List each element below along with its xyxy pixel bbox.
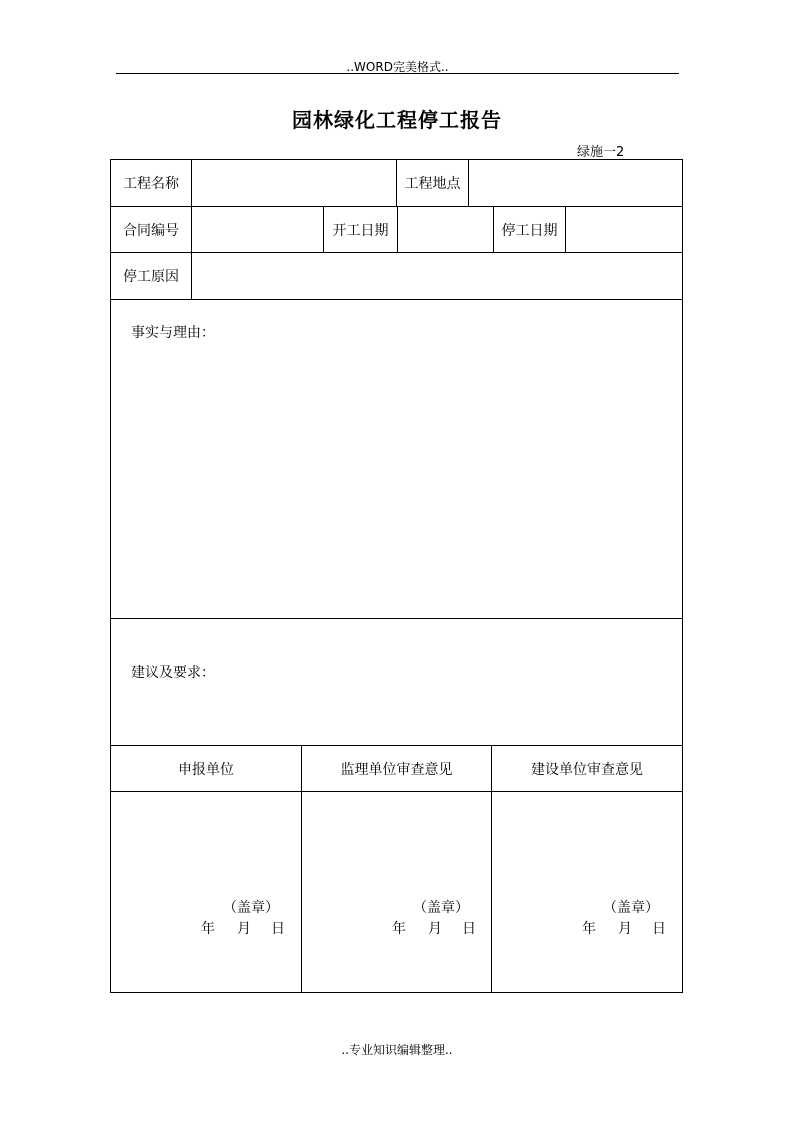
date-day: 日 <box>462 921 476 937</box>
date-month: 月 <box>618 921 632 937</box>
page-header: ..WORD完美格式.. <box>346 60 449 74</box>
stamp-label: （盖章） <box>603 900 659 916</box>
label-start-date: 开工日期 <box>332 222 389 239</box>
field-contract-no[interactable] <box>192 207 323 252</box>
field-start-date[interactable] <box>398 207 493 252</box>
header-rule <box>116 73 679 74</box>
facts-label: 事实与理由： <box>131 325 215 341</box>
field-project-name[interactable] <box>192 160 402 206</box>
page-title: 园林绿化工程停工报告 <box>292 108 502 132</box>
label-stop-date: 停工日期 <box>501 222 558 239</box>
field-project-location[interactable] <box>469 160 688 206</box>
report-form <box>110 159 683 993</box>
suggestions-label: 建议及要求： <box>131 665 215 681</box>
label-project-name: 工程名称 <box>123 176 179 192</box>
row-divider <box>111 299 682 300</box>
suggestions-field[interactable] <box>112 690 681 743</box>
label-project-location: 工程地点 <box>404 176 461 192</box>
header-owner-opinion: 建设单位审查意见 <box>531 761 643 778</box>
date-day: 日 <box>652 921 666 937</box>
row-divider <box>111 791 682 792</box>
date-day: 日 <box>271 921 285 937</box>
label-contract-no: 合同编号 <box>123 222 179 239</box>
stamp-label: （盖章） <box>413 900 469 916</box>
page-footer: ..专业知识编辑整理.. <box>341 1043 453 1057</box>
stamp-label: （盖章） <box>223 900 279 916</box>
date-year: 年 <box>392 921 406 937</box>
header-supervisor-opinion: 监理单位审查意见 <box>340 761 453 778</box>
facts-field[interactable] <box>112 350 681 615</box>
label-stop-reason: 停工原因 <box>123 269 179 285</box>
date-year: 年 <box>582 921 596 937</box>
field-stop-date[interactable] <box>566 207 682 252</box>
header-applicant-unit: 申报单位 <box>178 761 234 778</box>
date-month: 月 <box>237 921 251 937</box>
row-divider <box>111 618 682 619</box>
date-year: 年 <box>201 921 215 937</box>
date-month: 月 <box>428 921 442 937</box>
form-code: 绿施一2 <box>577 145 625 160</box>
field-stop-reason[interactable] <box>192 253 682 299</box>
